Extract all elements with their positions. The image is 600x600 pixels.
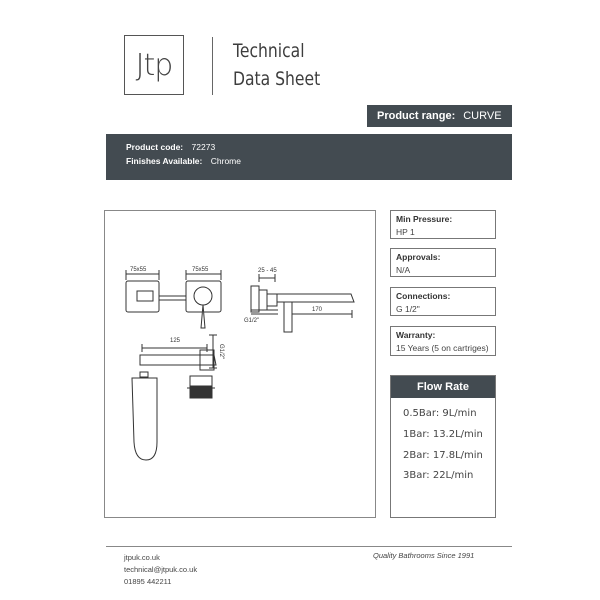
footer-email[interactable]: technical@jtpuk.co.uk: [124, 565, 198, 574]
dim-top-left: 75x55: [130, 267, 147, 273]
front-body: [132, 378, 157, 460]
product-code-row: [126, 140, 512, 154]
product-info-block: [106, 134, 512, 180]
footer-phone: 01895 442211: [124, 577, 172, 586]
finishes-row: [126, 154, 512, 168]
flow-rate-box: [390, 375, 496, 518]
product-code-value: 72273: [191, 142, 216, 152]
left-plate: [126, 281, 159, 312]
dim-front-width: 125: [170, 338, 181, 344]
flow-rate-item: 0.5Bar: 9L/min: [403, 408, 477, 419]
footer-tagline: Quality Bathrooms Since 1991: [373, 551, 475, 560]
footer-divider: [106, 546, 512, 547]
connections-label: Connections:: [396, 291, 451, 301]
warranty-value: 15 Years (5 on cartriges): [396, 343, 489, 353]
flow-rate-item: 1Bar: 13.2L/min: [403, 429, 483, 440]
warranty-label: Warranty:: [396, 330, 436, 340]
side-valve: [284, 302, 292, 332]
product-range-bar: [367, 105, 512, 127]
front-handle: [200, 350, 214, 370]
dim-front-thread: G1/2": [218, 344, 224, 360]
approvals-value: N/A: [396, 265, 411, 275]
title-line-1: Technical: [233, 40, 305, 62]
flow-rate-item: 2Bar: 17.8L/min: [403, 450, 483, 461]
warranty-box: [390, 326, 496, 356]
product-range-value: CURVE: [463, 110, 502, 122]
finishes-label: Finishes Available:: [126, 156, 203, 166]
dim-side-length: 170: [312, 307, 323, 313]
connections-value: G 1/2": [396, 304, 420, 314]
technical-drawing: [104, 210, 376, 518]
logo-text: Jtp: [135, 47, 173, 83]
flow-rate-title: Flow Rate: [391, 376, 495, 398]
handle-disc: [194, 287, 212, 305]
min-pressure-box: [390, 210, 496, 239]
product-range-label: Product range:: [377, 110, 456, 122]
finishes-value: Chrome: [210, 156, 241, 166]
dim-side-top: 25 - 45: [258, 268, 277, 274]
spout-outlet: [137, 291, 153, 301]
header-divider: [212, 37, 213, 95]
dim-side-thread: G1/2": [244, 318, 260, 324]
approvals-label: Approvals:: [396, 252, 441, 262]
product-code-label: Product code:: [126, 142, 184, 152]
handle-lever: [201, 305, 205, 328]
flow-rate-item: 3Bar: 22L/min: [403, 470, 474, 481]
connections-box: [390, 287, 496, 316]
dim-top-right: 75x55: [192, 267, 209, 273]
front-spout: [140, 355, 216, 365]
min-pressure-value: HP 1: [396, 227, 415, 237]
title-line-2: Data Sheet: [233, 68, 321, 90]
side-spout: [277, 294, 354, 302]
footer-website[interactable]: jtpuk.co.uk: [124, 553, 160, 562]
approvals-box: [390, 248, 496, 277]
jtp-logo: [124, 35, 184, 95]
min-pressure-label: Min Pressure:: [396, 214, 453, 224]
side-body: [251, 286, 259, 312]
